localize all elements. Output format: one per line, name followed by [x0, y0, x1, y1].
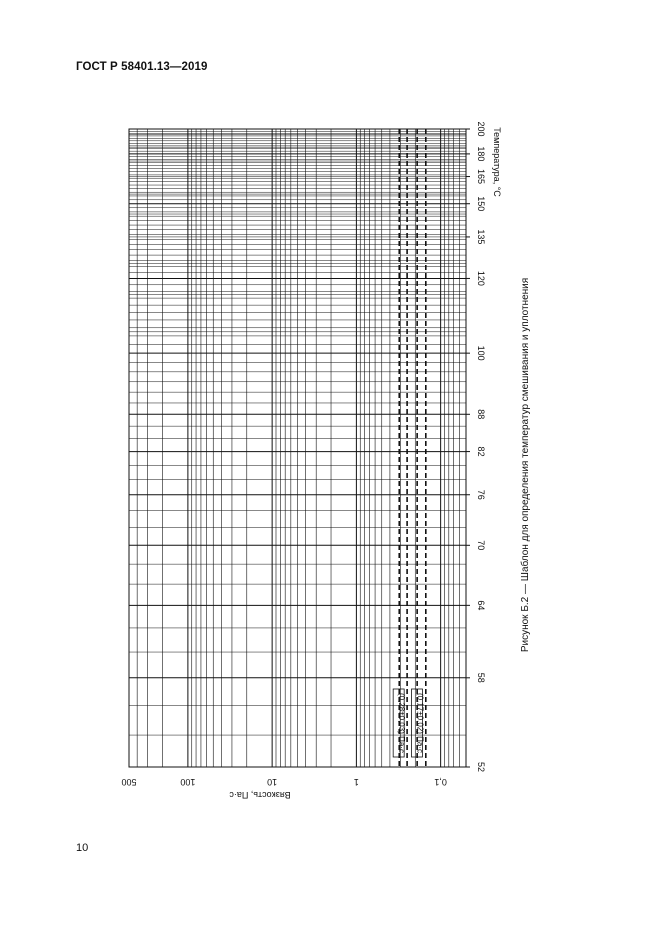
viscosity-tick-label: 0,1 [434, 777, 447, 787]
temperature-axis-label: Температура, °С [492, 127, 502, 197]
temperature-tick-label: 58 [476, 672, 486, 683]
figure-caption: Рисунок Б.2 — Шаблон для определения температур смешивания и уплотнения [520, 277, 531, 653]
temperature-tick-label: 200 [476, 121, 486, 137]
viscosity-tick-label: 500 [121, 777, 137, 787]
temperature-tick-label: 52 [476, 761, 486, 773]
temperature-tick-label: 64 [476, 600, 486, 611]
viscosity-bands [393, 129, 426, 767]
temperature-tick-label: 165 [476, 169, 486, 185]
temperature-tick-label: 82 [476, 446, 486, 457]
viscosity-tick-label: 10 [267, 777, 278, 787]
axis-ticks [121, 121, 486, 787]
chart-grid [129, 129, 466, 767]
viscosity-tick-label: 100 [180, 777, 196, 787]
page-number: 10 [76, 842, 89, 854]
document-header: ГОСТ Р 58401.13—2019 [76, 61, 208, 73]
temperature-tick-label: 135 [476, 229, 486, 245]
viscosity-tick-label: 1 [353, 777, 359, 787]
temperature-tick-label: 150 [476, 196, 486, 212]
temperature-tick-label: 76 [476, 489, 486, 500]
temperature-tick-label: 180 [476, 146, 486, 162]
temperature-tick-label: 120 [476, 270, 486, 286]
temperature-tick-label: 70 [476, 540, 486, 551]
band-label: (0,28±0,03) Па·с [397, 693, 407, 753]
band-label: (0,17±0,02) Па·с [415, 693, 425, 753]
viscosity-axis-label: Вязкость, Па·с [229, 790, 291, 800]
temperature-tick-label: 100 [476, 345, 486, 361]
temperature-tick-label: 88 [476, 409, 486, 420]
